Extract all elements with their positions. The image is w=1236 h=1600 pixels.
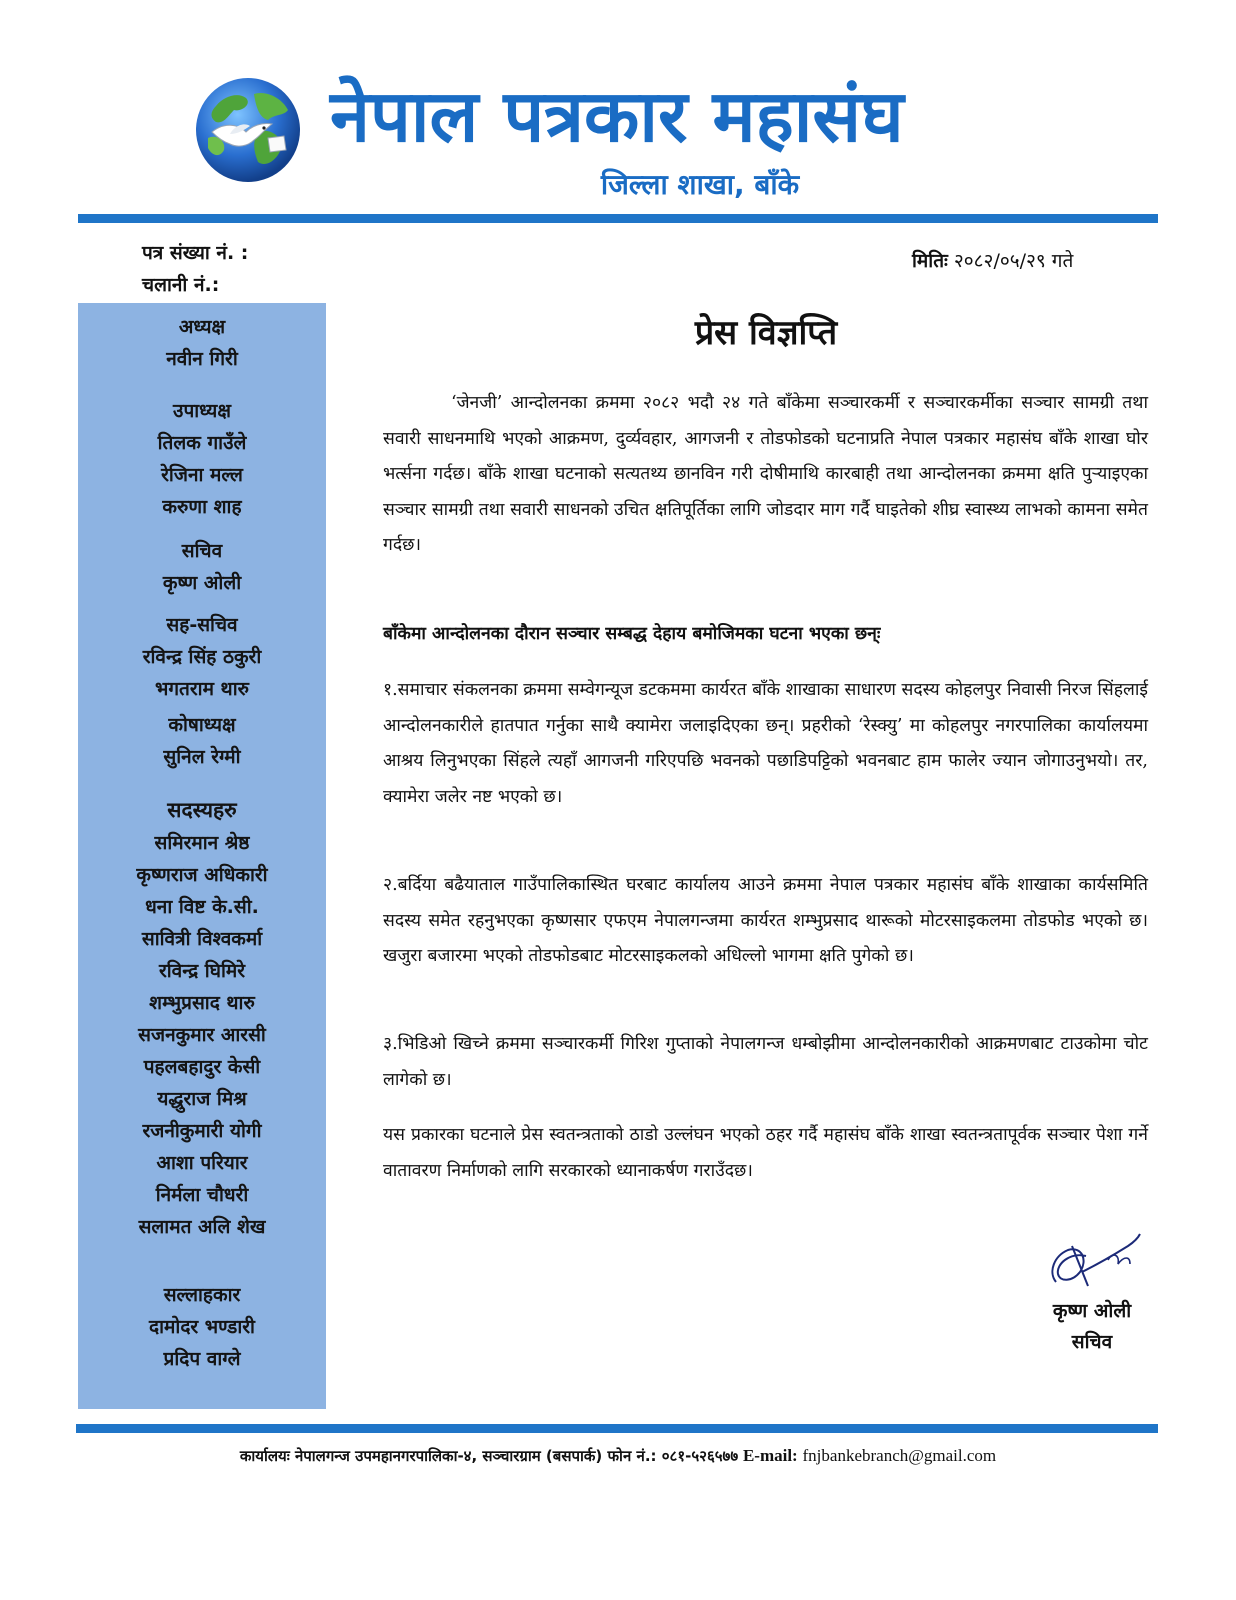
sidebar-member: प्रदिप वाग्ले [163,1348,241,1370]
intro-paragraph: ‘जेनजी’ आन्दोलनका क्रममा २०८२ भदौ २४ गते बाँकेमा सञ्चारकर्मी र सञ्चारकर्मीका सञ्चार सामग्री तथा सवारी साधनमाथि भएको आक्रमण, दुर्व्यवहार, आगजनी र तोडफोडको घटनाप्रति नेपाल पत्रकार महासंघ बाँके शाखा घोर भर्त्सना गर्दछ। बाँके शाखा घटनाको सत्यतथ्य छानविन गरी दोषीमाथि कारबाही तथा आन्दोलनका क्रममा क्षति पुऱ्याइएका सञ्चार सामग्री तथा सवारी साधनको उचित क्षतिपूर्तिका लागि जोडदार माग गर्दै घाइतेको शीघ्र स्वास्थ्य लाभको कामना समेत गर्दछ। [383,393,1148,555]
sidebar-member: समिरमान श्रेष्ठ [154,832,250,854]
sidebar-group-president [78,311,326,375]
incident-item-2-block [383,868,1148,975]
sidebar-member: सजनकुमार आरसी [138,1024,266,1046]
incident-item: १.समाचार संकलनका क्रममा सम्वेगन्यूज डटकममा कार्यरत बाँके शाखाका साधारण सदस्य कोहलपुर निवासी निरज सिंहलाई आन्दोलनकारीले हातपात गर्नुका साथै क्यामेरा जलाइदिएका छन्। प्रहरीको ‘रेस्क्यु’ मा कोहलपुर नगरपालिका कार्यालयमा आश्रय लिनुभएका सिंहले त्यहाँ आगजनी गरिएपछि भवनको पछाडिपट्टिको भवनबाट हाम फालेर ज्यान जोगाउनुभयो। तर, क्यामेरा जलेर नष्ट भएको छ। [383,680,1148,807]
press-release-title: प्रेस विज्ञप्ति [694,313,838,353]
incidents-heading-block [383,617,1148,653]
sidebar-group-title: सल्लाहकार [163,1284,241,1306]
incidents-heading: बाँकेमा आन्दोलनका दौरान सञ्चार सम्बद्ध देहाय बमोजिमका घटना भएका छन्ः [383,624,881,644]
incident-item: २.बर्दिया बढैयाताल गाउँपालिकास्थित घरबाट कार्यालय आउने क्रममा नेपाल पत्रकार महासंघ बाँके शाखाका कार्यसमिति सदस्य समेत रहनुभएका कृष्णसार एफएम नेपालगन्जमा कार्यरत शम्भुप्रसाद थारूको मोटरसाइकलमा तोडफोड भएको छ। खजुरा बजारमा भएको तोडफोडबाट मोटरसाइकलको अधिल्लो भागमा क्षति पुगेको छ। [383,875,1148,966]
incident-item: ३.भिडिओ खिच्ने क्रममा सञ्चारकर्मी गिरिश गुप्ताको नेपालगन्ज धम्बोझीमा आन्दोलनकारीको आक्रमणबाट टाउकोमा चोट लागेको छ। [383,1034,1148,1090]
letter-number-label: पत्र संख्या नं. : [142,242,249,264]
sidebar-group-advisors [78,1279,326,1375]
sidebar-group-members [78,793,326,1243]
date-label: मितिः [912,250,948,272]
sidebar-member: भगतराम थारु [155,678,249,700]
sidebar-group-joint-secretary [78,609,326,705]
globe-dove-logo-icon [194,76,302,184]
sidebar-member: धना विष्ट के.सी. [145,896,259,918]
incident-item-3-block [383,1027,1148,1098]
sidebar-group-title: सचिव [181,540,223,562]
sidebar-member: रविन्द्र घिमिरे [158,960,246,982]
sidebar-member: शम्भुप्रसाद थारु [149,992,255,1014]
organization-title: नेपाल पत्रकार महासंघ [330,74,904,158]
sidebar-member: पहलबहादुर केसी [143,1056,261,1078]
sidebar-member: सुनिल रेग्मी [163,746,241,768]
sidebar-group-title: सह-सचिव [166,614,238,636]
footer-address: कार्यालयः नेपालगन्ज उपमहानगरपालिका-४, सञ्चारग्राम (बसपार्क) फोन नं.: ०८१-५२६५७७ [239,1447,739,1465]
footer-divider [76,1424,1158,1433]
handwritten-signature-icon [1042,1216,1142,1296]
sidebar-group-title: कोषाध्यक्ष [168,714,236,736]
sidebar-member: निर्मला चौधरी [155,1184,249,1206]
sidebar-group-title: सदस्यहरु [167,798,237,822]
closing-paragraph-block [383,1118,1148,1189]
signatory-name: कृष्ण ओली [1052,1300,1132,1322]
signatory [1032,1296,1152,1358]
date-value: २०८२/०५/२९ गते [953,250,1074,272]
sidebar-group-title: अध्यक्ष [178,316,226,338]
sidebar-member: रविन्द्र सिंह ठकुरी [142,646,262,668]
header-divider [78,214,1158,223]
sidebar-group-vice-president [78,395,326,523]
sidebar-member: नवीन गिरी [166,348,238,370]
branch-subtitle: जिल्ला शाखा, बाँके [600,168,800,201]
footer-email-label: E-mail: [742,1446,798,1465]
sidebar-group-title: उपाध्यक्ष [173,400,231,422]
date-line [912,248,1073,274]
footer-email-link[interactable]: fnjbankebranch@gmail.com [802,1446,997,1465]
sidebar-member: यद्धुराज मिश्र [157,1088,247,1110]
intro-paragraph-block [383,386,1148,564]
sidebar-member: दामोदर भण्डारी [149,1316,255,1338]
sidebar-member: तिलक गाउँले [157,432,247,454]
sidebar-group-secretary [78,535,326,599]
sidebar-group-treasurer [78,709,326,773]
sidebar-member: सलामत अलि शेख [138,1216,266,1238]
dispatch-number-label: चलानी नं.: [142,274,220,296]
incident-item-1-block [383,673,1148,815]
sidebar-member: रेजिना मल्ल [161,464,243,486]
footer-contact [80,1443,1156,1469]
committee-sidebar [78,303,326,1409]
signatory-role: सचिव [1071,1331,1113,1353]
sidebar-member: सावित्री विश्वकर्मा [141,928,263,950]
sidebar-member: कृष्णराज अधिकारी [136,864,268,886]
closing-paragraph: यस प्रकारका घटनाले प्रेस स्वतन्त्रताको ठाडो उल्लंघन भएको ठहर गर्दै महासंघ बाँके शाखा स्वतन्त्रतापूर्वक सञ्चार पेशा गर्ने वातावरण निर्माणको लागि सरकारको ध्यानाकर्षण गराउँदछ। [383,1125,1148,1181]
sidebar-member: करुणा शाह [162,496,242,518]
sidebar-member: कृष्ण ओली [162,572,242,594]
sidebar-member: आशा परियार [156,1152,248,1174]
sidebar-member: रजनीकुमारी योगी [142,1120,262,1142]
